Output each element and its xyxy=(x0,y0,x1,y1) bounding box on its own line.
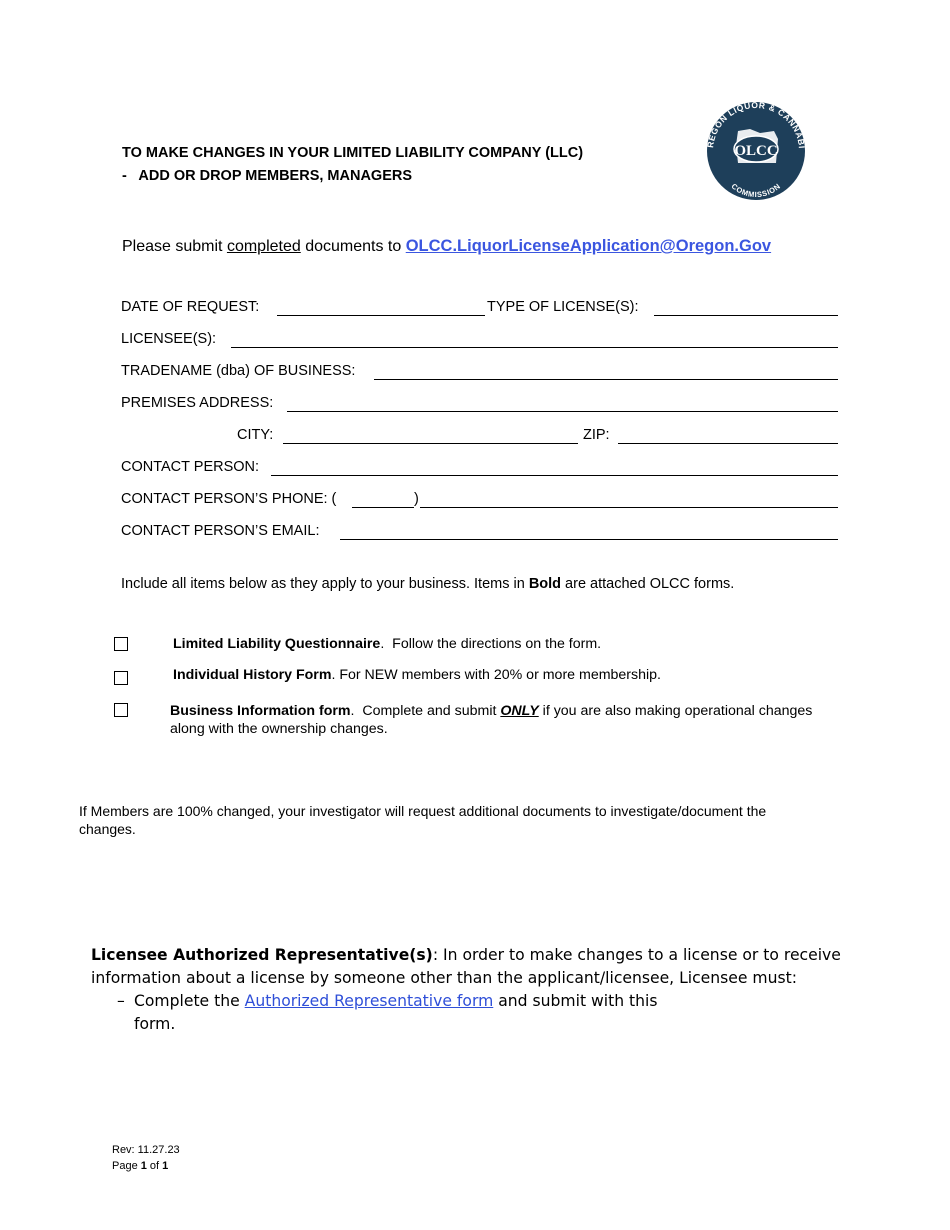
checklist-item-business-information: Business Information form. Complete and submit ONLY if you are also making operational changes along with the ownership changes. xyxy=(170,703,813,737)
page-subtitle: - ADD OR DROP MEMBERS, MANAGERS xyxy=(122,168,413,184)
contact-person-label: CONTACT PERSON: xyxy=(121,459,260,475)
contact-phone-area-code-field[interactable] xyxy=(352,507,414,508)
city-field[interactable] xyxy=(283,443,578,444)
checkbox-individual-history[interactable] xyxy=(114,671,128,685)
date-of-request-label: DATE OF REQUEST: xyxy=(121,299,260,315)
logo-ring-text-top: REGON LIQUOR & CANNABI xyxy=(705,101,807,150)
licensees-label: LICENSEE(S): xyxy=(121,331,217,347)
checklist-item-individual-history: Individual History Form. For NEW members with 20% or more membership. xyxy=(173,667,662,683)
contact-phone-close-paren: ) xyxy=(414,491,419,507)
submit-instruction: Please submit completed documents to OLCC.LiquorLicenseApplication@Oregon.Gov xyxy=(122,237,772,255)
page-title: TO MAKE CHANGES IN YOUR LIMITED LIABILITY COMPANY (LLC) xyxy=(122,145,584,161)
type-of-license-label: TYPE OF LICENSE(S): xyxy=(487,299,639,315)
revision-date: Rev: 11.27.23 xyxy=(112,1144,180,1156)
contact-phone-label: CONTACT PERSON’S PHONE: ( xyxy=(121,491,337,507)
olcc-logo xyxy=(698,101,814,201)
page-number: Page 1 of 1 xyxy=(112,1160,169,1172)
authorized-representative-bullet: Complete the Authorized Representative form and submit with this form. xyxy=(134,992,658,1033)
tradename-label: TRADENAME (dba) OF BUSINESS: xyxy=(121,363,356,379)
contact-email-field[interactable] xyxy=(340,539,838,540)
premises-address-label: PREMISES ADDRESS: xyxy=(121,395,274,411)
checkbox-business-information[interactable] xyxy=(114,703,128,717)
logo-ring-text-bottom: COMMISSION xyxy=(729,181,783,200)
authorized-representative-text: Licensee Authorized Representative(s): In order to make changes to a license or to receive information about a license by someone other than the applicant/licensee, Licensee must: xyxy=(91,946,841,987)
contact-phone-field[interactable] xyxy=(420,507,838,508)
authorized-representative-form-link[interactable]: Authorized Representative form xyxy=(244,992,494,1010)
submit-email-link[interactable]: OLCC.LiquorLicenseApplication@Oregon.Gov xyxy=(405,237,772,255)
date-of-request-field[interactable] xyxy=(277,315,485,316)
type-of-license-field[interactable] xyxy=(654,315,838,316)
logo-text: OLCC xyxy=(734,143,778,159)
city-label: CITY: xyxy=(237,427,274,443)
licensees-field[interactable] xyxy=(231,347,838,348)
bullet-marker: – xyxy=(117,992,125,1010)
zip-label: ZIP: xyxy=(583,427,610,443)
contact-person-field[interactable] xyxy=(271,475,838,476)
instructions-text: Include all items below as they apply to your business. Items in Bold are attached OLCC forms. xyxy=(121,576,735,592)
checklist-item-llc-questionnaire: Limited Liability Questionnaire. Follow the directions on the form. xyxy=(173,636,602,652)
zip-field[interactable] xyxy=(618,443,838,444)
contact-email-label: CONTACT PERSON’S EMAIL: xyxy=(121,523,320,539)
tradename-field[interactable] xyxy=(374,379,838,380)
premises-address-field[interactable] xyxy=(287,411,838,412)
checkbox-llc-questionnaire[interactable] xyxy=(114,637,128,651)
members-change-notice: If Members are 100% changed, your investigator will request additional documents to investigate/document the changes. xyxy=(79,803,767,837)
